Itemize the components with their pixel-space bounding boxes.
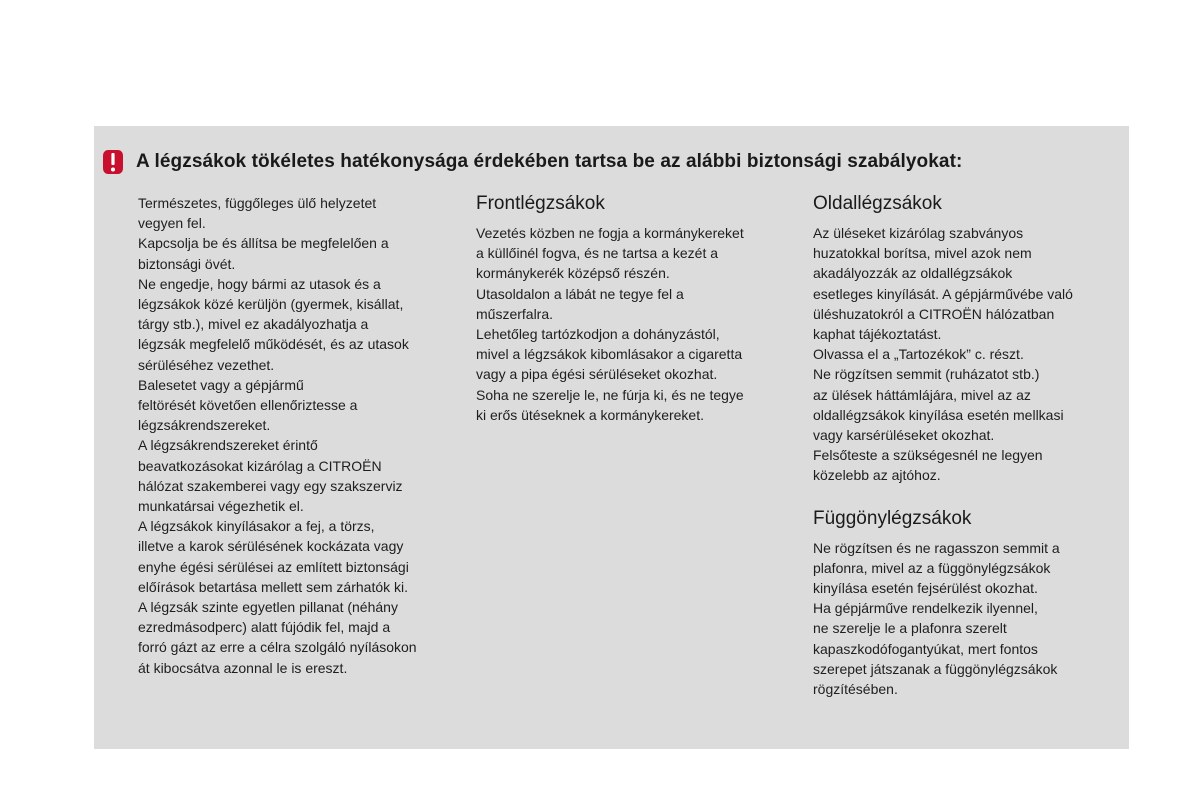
side-airbags-title: Oldallégzsákok [813, 193, 942, 214]
side-curtain-column [813, 192, 1123, 699]
warning-icon [102, 149, 124, 175]
curtain-airbags-title: Függönylégzsákok [813, 507, 972, 529]
front-airbags-column [476, 192, 786, 425]
warning-panel [94, 126, 1129, 749]
general-rules-column [138, 193, 458, 678]
general-rules-text: Természetes, függőleges ülő helyzetet vegyen fel. Kapcsolja be és állítsa be megfelelően a biztonsági övét. Ne engedje, hogy bármi az utasok és a légzsákok közé kerüljön (gyermek, kisállat, tárgy stb.), mivel ez akadályozhatja a légzsák megfelelő működését, és az utasok sérüléséhez vezethet. Balesetet vagy a gépjármű feltörését követően ellenőriztesse a légzsákrendszereket. A légzsákrendszereket érintő beavatkozásokat kizárólag a CITROËN hálózat szakemberei vagy egy szakszerviz munkatársai végezhetik el. A légzsákok kinyílásakor a fej, a törzs, illetve a karok sérülésének kockázata vagy enyhe égési sérülései az említett biztonsági előírások betartása mellett sem zárhatók ki. A légzsák szinte egyetlen pillanat (néhány ezredmásodperc) alatt fújódik fel, majd a forró gázt az erre a célra szolgáló nyílásokon át kibocsátva azonnal le is ereszt. [138, 195, 417, 676]
front-airbags-title: Frontlégzsákok [476, 193, 605, 214]
page-heading: A légzsákok tökéletes hatékonysága érdekében tartsa be az alábbi biztonsági szabályokat: [136, 151, 963, 172]
side-airbags-text: Az üléseket kizárólag szabványos huzatokkal borítsa, mivel azok nem akadályozzák az oldallégzsákok esetleges kinyílását. A gépjárművébe való üléshuzatokról a CITROËN hálózatban kaphat tájékoztatást. Olvassa el a „Tartozékok” c. részt. Ne rögzítsen semmit (ruházatot stb.) az ülések háttámlájára, mivel az az oldallégzsákok kinyílása esetén mellkasi vagy karsérüléseket okozhat. Felsőteste a szükségesnél ne legyen közelebb az ajtóhoz. [813, 225, 1073, 484]
curtain-airbags-text: Ne rögzítsen és ne ragasszon semmit a plafonra, mivel az a függönylégzsákok kinyílása esetén fejsérülést okozhat. Ha gépjárműve rendelkezik ilyennel, ne szerelje le a plafonra szerelt kapaszkodófogantyúkat, mert fontos szerepet játszanak a függönylégzsákok rögzítésében. [813, 539, 1060, 698]
section-spacer [813, 486, 1123, 507]
heading-row [102, 148, 962, 176]
front-airbags-text: Vezetés közben ne fogja a kormánykereket a küllőinél fogva, és ne tartsa a kezét a kormánykerék középső részén. Utasoldalon a lábát ne tegye fel a műszerfalra. Lehetőleg tartózkodjon a dohányzástól, mivel a légzsákok kibomlásakor a cigaretta vagy a pipa égési sérüléseket okozhat. Soha ne szerelje le, ne fúrja ki, és ne tegye ki erős ütéseknek a kormánykereket. [476, 225, 744, 423]
